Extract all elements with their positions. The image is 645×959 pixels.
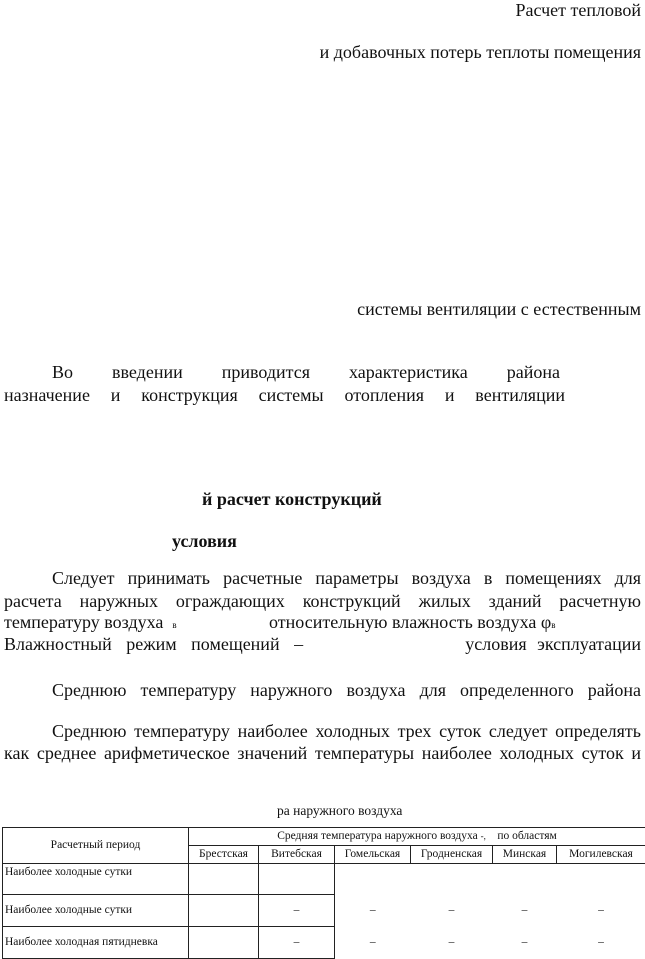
region-header: Брестская xyxy=(189,846,259,864)
heading-line-1: Расчет тепловой xyxy=(515,0,641,20)
table-caption: ра наружного воздуха xyxy=(277,803,402,819)
table-cell: – xyxy=(493,895,557,927)
para-line-1: Следует принимать расчетные параметры воздуха в помещениях для xyxy=(52,567,641,589)
heading-line-2: и добавочных потерь теплоты помещения xyxy=(320,42,641,62)
table-cell: – xyxy=(493,927,557,959)
table-cell xyxy=(411,864,493,895)
row-label: Наиболее холодная пятидневка xyxy=(3,927,189,959)
row-label: Наиболее холодные сутки xyxy=(3,864,189,895)
table-cell: – xyxy=(259,927,335,959)
table-row xyxy=(3,864,645,895)
table-cell xyxy=(335,864,411,895)
para-line-5: Среднюю температуру наружного воздуха для определенного района xyxy=(52,679,641,701)
table-cell xyxy=(189,927,259,959)
table-cell xyxy=(189,864,259,895)
para-line-4b: условия эксплуатации xyxy=(465,634,641,654)
para-line-3b: относительную влажность воздуха φв xyxy=(269,612,555,635)
region-header: Гомельская xyxy=(335,846,411,864)
para-line-4a: Влажностный режим помещений – xyxy=(4,634,303,654)
region-header: Могилевская xyxy=(557,846,645,864)
region-header: Гродненская xyxy=(411,846,493,864)
table-cell: – xyxy=(411,895,493,927)
table-cell: – xyxy=(259,895,335,927)
table-row xyxy=(3,895,645,927)
table-cell xyxy=(493,864,557,895)
region-header: Витебская xyxy=(259,846,335,864)
table-cell: – xyxy=(411,927,493,959)
heading-line-3: системы вентиляции с естественным xyxy=(357,299,641,319)
period-header: Расчетный период xyxy=(3,828,189,864)
row-label: Наиболее холодные сутки xyxy=(3,895,189,927)
table-cell: – xyxy=(335,895,411,927)
para-line-2: расчета наружных ограждающих конструкций жилых зданий расчетную xyxy=(4,590,641,612)
table-row xyxy=(3,927,645,959)
intro-line-2: назначение и конструкция системы отопления и вентиляции xyxy=(4,384,565,406)
subsection-title: условия xyxy=(172,531,237,551)
table-cell: – xyxy=(557,927,645,959)
para-line-6: Среднюю температуру наиболее холодных трех суток следует определять xyxy=(52,720,641,742)
section-title: й расчет конструкций xyxy=(202,489,382,509)
group-header: Средняя температура наружного воздуха -, по областям xyxy=(189,828,645,846)
table-cell: – xyxy=(557,895,645,927)
para-line-3a: температуру воздуха в xyxy=(4,612,177,635)
table-cell xyxy=(259,864,335,895)
intro-line-1: Во введении приводится характеристика района xyxy=(52,361,560,383)
region-header: Минская xyxy=(493,846,557,864)
table-cell xyxy=(189,895,259,927)
para-line-7: как среднее арифметическое значений температуры наиболее холодных суток и xyxy=(4,742,641,764)
table-cell xyxy=(557,864,645,895)
climate-table xyxy=(2,827,645,959)
table-cell: – xyxy=(335,927,411,959)
